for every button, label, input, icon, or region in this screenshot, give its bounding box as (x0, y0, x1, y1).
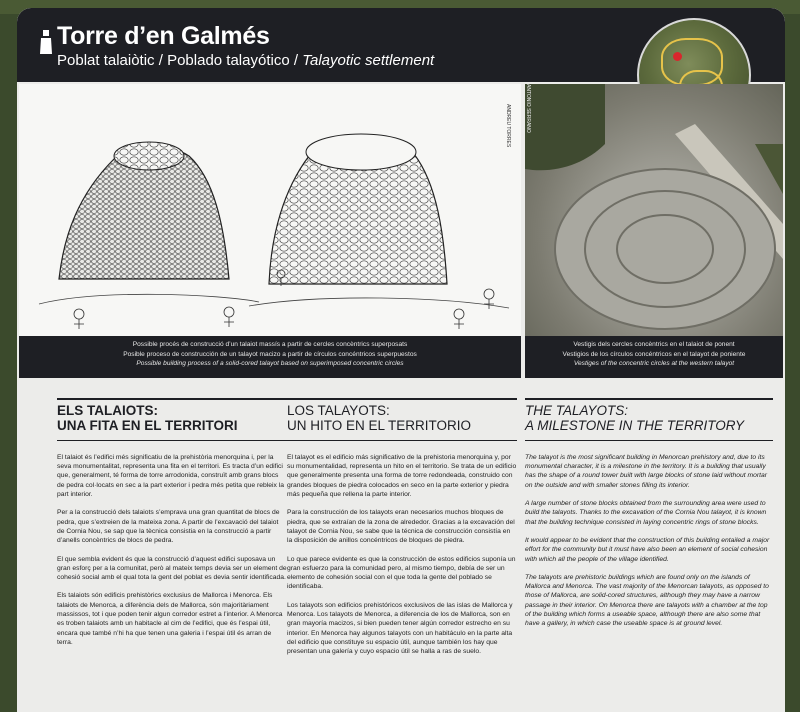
subtitle-separator: / (154, 52, 168, 69)
paragraph: El que sembla evident és que la construcció d’aquest edifici suposava un gran esforç per a la comunitat, però al mateix temps devia ser un element de cohesió social amb el qual tota la gent del poblat es devia sentir identificada. (57, 555, 287, 582)
paragraph: It would appear to be evident that the construction of this building entailed a major effort for the community but it must have also been an element of social cohesion with which all the people of the village identified. (525, 536, 770, 563)
subtitle-english: Talayotic settlement (302, 52, 435, 69)
paragraph: El talaiot és l’edifici més significatiu de la prehistòria menorquina i, per la seva monumentalitat, representa una fita en el territori. Es tracta d’un edifici que, generalment, té forma de torre arrodonida, construït amb grans blocs de pedra col·locats en sec a la part exterior i pedra més petita que rebleix la part interior. (57, 453, 284, 498)
column-heading-line2: A MILESTONE IN THE TERRITORY (525, 417, 745, 433)
information-sign (17, 8, 785, 712)
aerial-photo-detail (525, 84, 783, 336)
sign-header (17, 8, 785, 82)
column-rule (287, 440, 517, 441)
aerial-talayot-photo (525, 84, 783, 336)
photo-caption-catalan: Vestigis dels cercles concèntrics en el talaiot de ponent (573, 341, 735, 348)
paragraph: Para la construcción de los talayots eran necesarios muchos bloques de piedra, que se extraían de la zona de alrededor. Gracias a la excavación del talayot de Cornia Nou, se sabe que la técnica de construcción consistía en la disposición de anillos concéntricos de bloques de piedra. (287, 509, 515, 545)
drawing-caption-spanish: Posible proceso de construcción de un talayot macizo a partir de círculos concéntricos superpuestos (123, 350, 417, 358)
photo-credit: ANTONIO SERRANO (525, 84, 531, 133)
paragraph: Per a la construcció dels talaiots s’emprava una gran quantitat de blocs de pedra, que s’extreien de la mateixa zona. A partir de l’excavació del talaiot de Cornia Nou, se sap que la tècnica consistia en la construcció a partir d’anells concèntrics de blocs de pedra. (57, 509, 280, 545)
talayot-logo-icon (39, 30, 53, 54)
column-rule (287, 398, 517, 400)
photo-caption-spanish: Vestigios de los círculos concéntricos en el talayot de poniente (562, 350, 746, 358)
drawing-credit: ANDREU TORRES (505, 104, 511, 148)
subtitle-spanish: Poblado talayótico (167, 52, 290, 69)
photo-caption-english: Vestiges of the concentric circles at the western talayot (573, 360, 735, 368)
site-subtitle (57, 52, 434, 69)
catalan-text-column (57, 398, 287, 656)
paragraph: Lo que parece evidente es que la construcción de estos edificios suponía un gran esfuerzo para la comunidad pero, al mismo tiempo, debía de ser un elemento de cohesión social con el que toda la gente del poblado se identificaba. (287, 555, 516, 591)
paragraph: Els talaiots són edificis prehistòrics exclusius de Mallorca i Menorca. Els talaiots de Menorca, a diferència dels de Mallorca, són majoritàriament massissos, tot i que poden tenir algun corredor estret a l’interior. A Menorca es troben talaiots amb un habitacle al cim de l’edifici, que és l’espai útil, encara que també n’hi ha que tenen una galeria i l’espai útil és arran de terra. (57, 592, 283, 646)
spanish-text-column (287, 398, 517, 666)
photo-caption (525, 336, 783, 378)
column-heading-line1: LOS TALAYOTS: (287, 403, 390, 418)
drawing-caption-english: Possible building process of a solid-cored talayot based on superimposed concentric circles (136, 360, 404, 368)
column-heading-line1: THE TALAYOTS: (525, 403, 629, 418)
column-heading-line1: ELS TALAIOTS: (57, 403, 158, 418)
column-rule (57, 398, 287, 400)
site-title: Torre d’en Galmés (57, 22, 270, 50)
paragraph: A large number of stone blocks obtained from the surrounding area were used to build the talayots. Thanks to the excavation of the Cornia Nou talayot, it is known that the building technique consisted in laying concentric rings of stone blocks. (525, 499, 767, 526)
drawing-caption-catalan: Possible procés de construcció d’un talaiot massís a partir de cercles concèntrics superposats (132, 341, 408, 348)
paragraph: Los talayots son edificios prehistóricos exclusivos de las islas de Mallorca y Menorca. Los talayots de Menorca, a diferencia de los de Mallorca, son en gran mayoría macizos, si bien pueden tener algún corredor estrecho en su interior. En Menorca hay algunos talayots con un habitáculo en la parte alta del edificio que constituye su espacio útil, aunque también los hay que presentan una galería y cuyo espacio útil se halla a ras de suelo. (287, 601, 513, 656)
paragraph: The talayots are prehistoric buildings which are found only on the islands of Mallorca and Menorca. The vast majority of the Menorcan talayots, as opposed to those of Mallorca, are solid-cored structures, although they may have a narrow passage in their interior. On Menorca there are talayots with a chamber at the top of the building which forms a useable space, although there are also some that have a gallery, in which case the useable space is at ground level. (525, 573, 769, 628)
column-rule (525, 398, 773, 400)
english-text-column (525, 398, 773, 629)
talayot-construction-drawing (19, 84, 521, 336)
paragraph: The talayot is the most significant building in Menorcan prehistory and, due to its monumental character, it is a milestone in the territory. It is a building that usually has the shape of a round tower built with large blocks of stone laid without mortar on the outside and with smaller stones filling its interior. (525, 453, 768, 489)
drawing-caption (19, 336, 521, 378)
column-rule (525, 440, 773, 441)
column-rule (57, 440, 287, 441)
column-heading-line2: UN HITO EN EL TERRITORIO (287, 417, 472, 433)
minimap-location-marker (673, 52, 682, 61)
subtitle-separator: / (289, 52, 303, 69)
subtitle-catalan: Poblat talaiòtic (57, 52, 155, 69)
column-heading-line2: UNA FITA EN EL TERRITORI (57, 417, 238, 433)
paragraph: El talayot es el edificio más significativo de la prehistoria menorquina y, por su monumentalidad, representa un hito en el territorio. Se trata de un edificio que generalmente presenta una forma de torre redondeada, construido con grandes bloques de piedra colocados en seco en la parte exterior y piedra más pequeña que rellena la parte interior. (287, 453, 517, 498)
